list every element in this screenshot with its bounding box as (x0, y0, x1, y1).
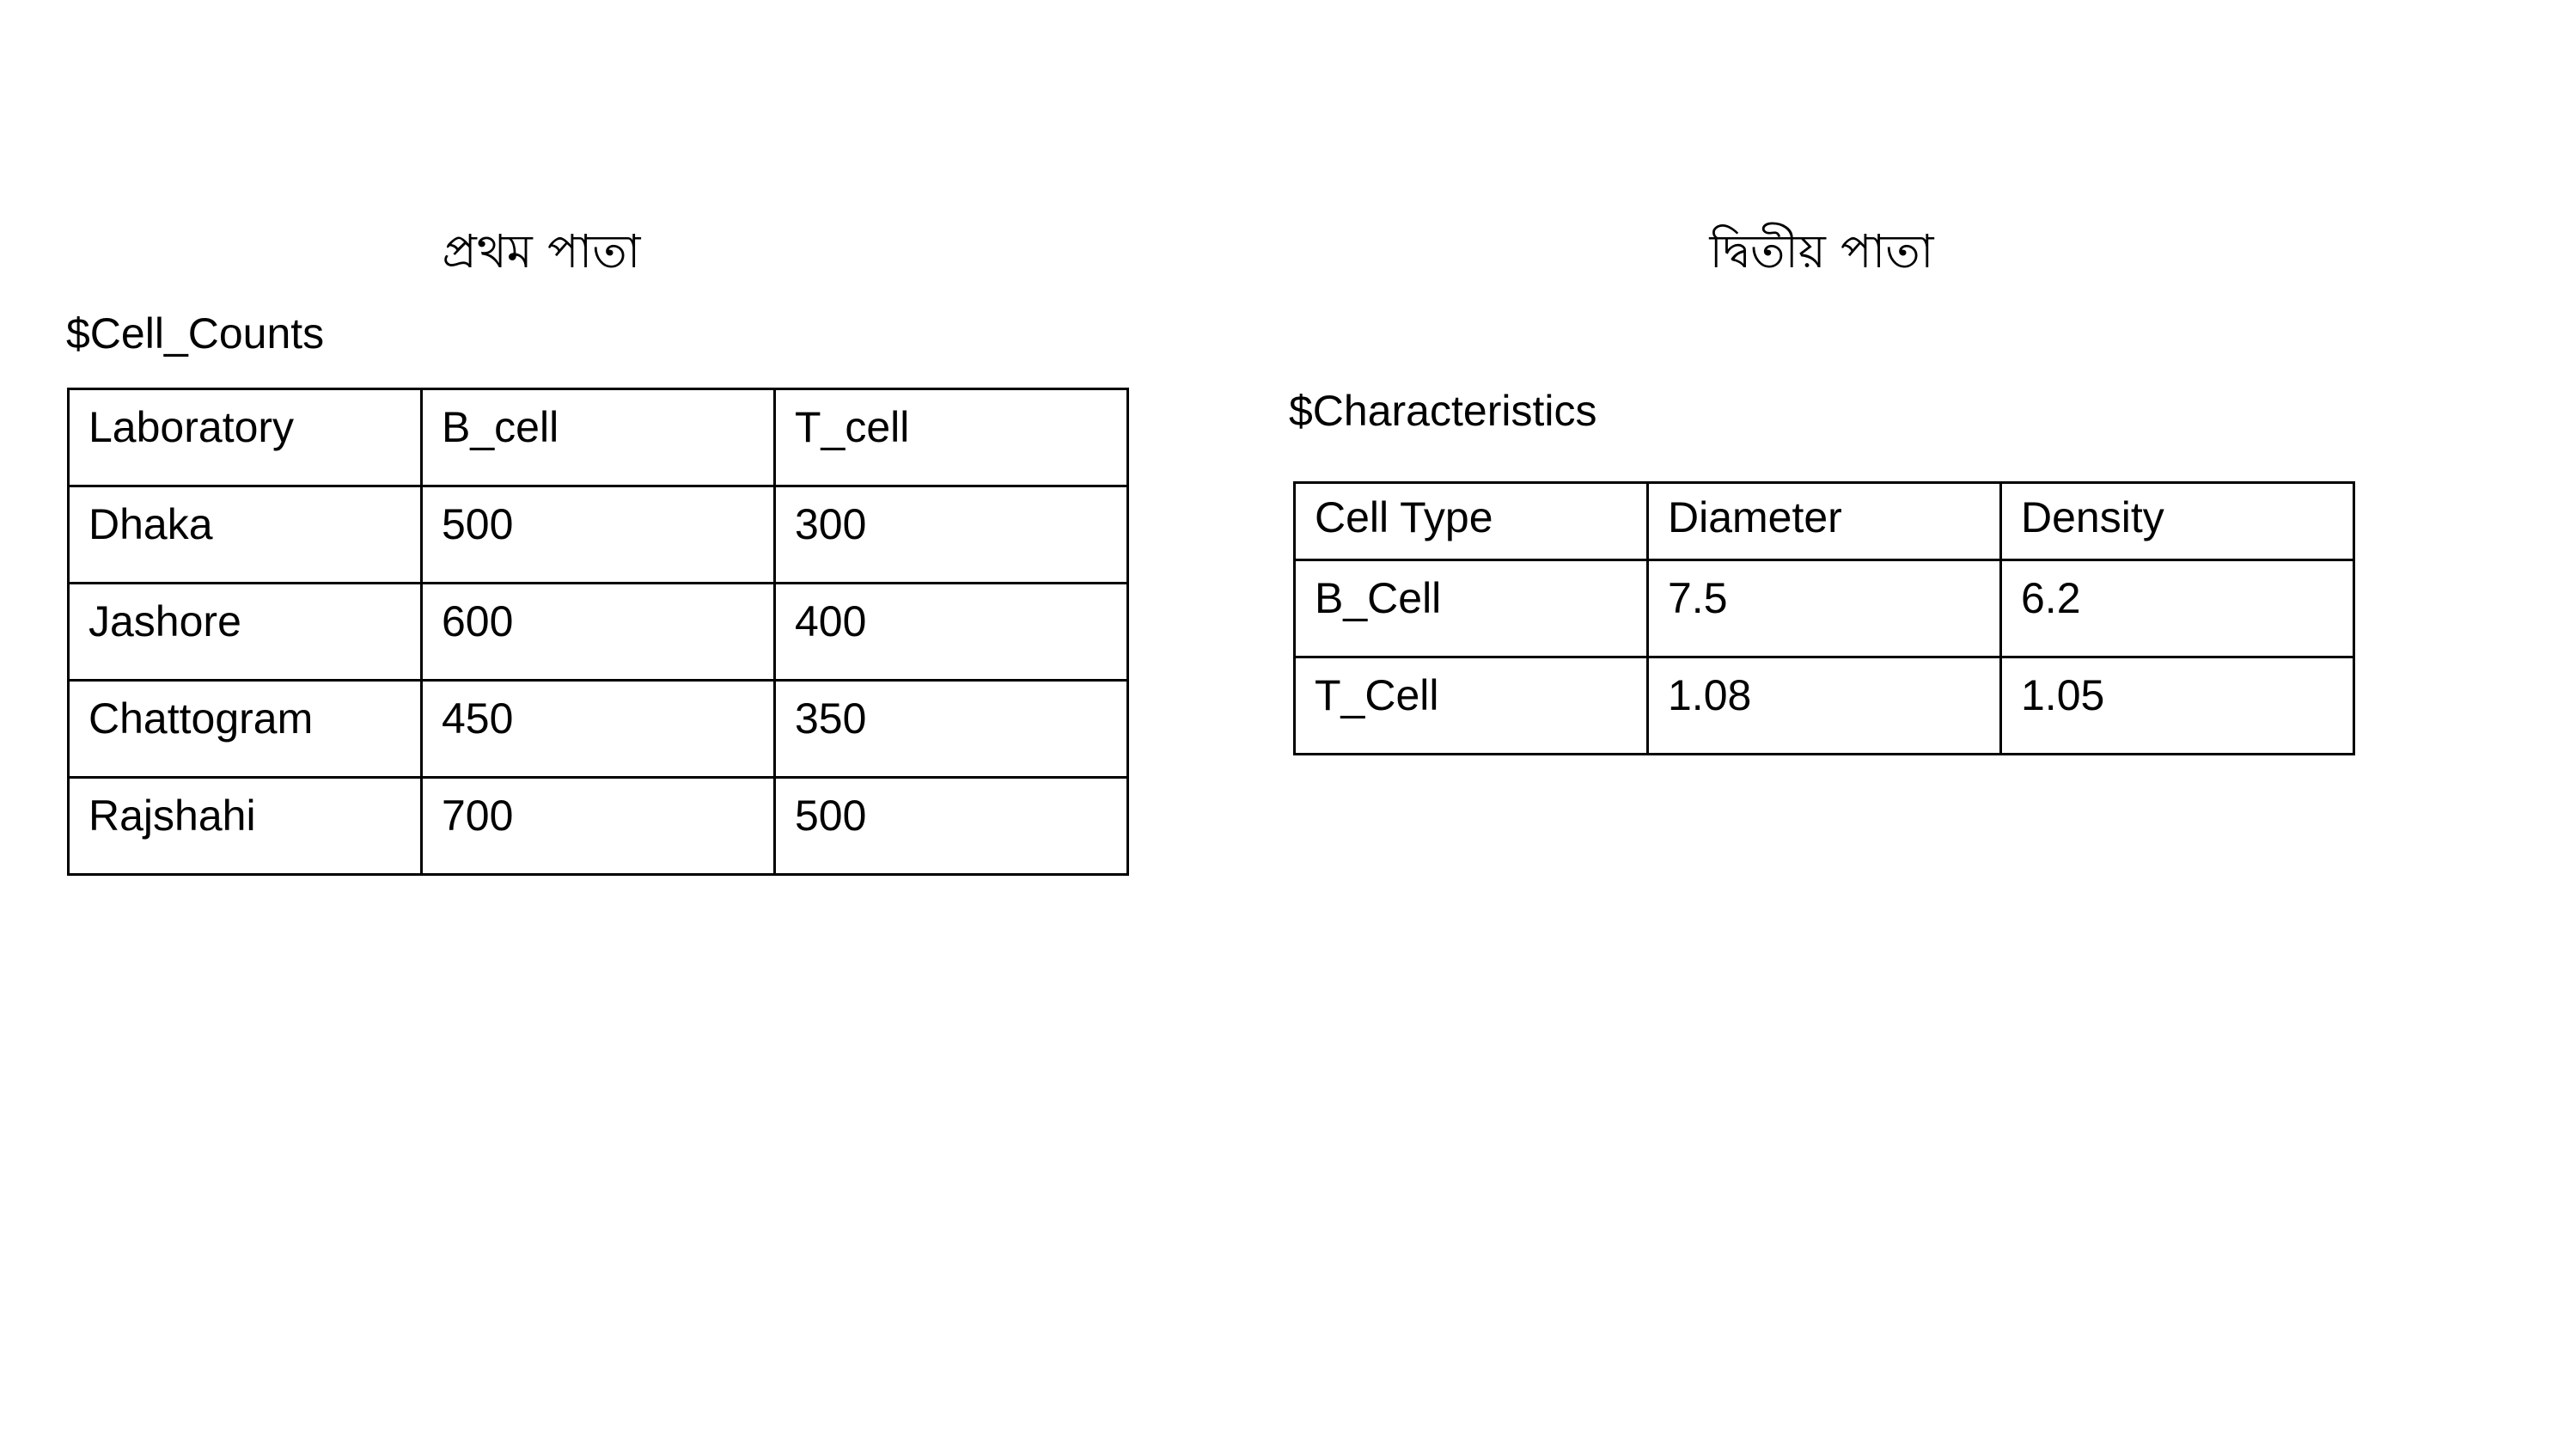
table-cell: 1.05 (2001, 657, 2354, 755)
column-header: Diameter (1648, 483, 2001, 560)
table-cell: 300 (775, 486, 1128, 584)
table-cell: 7.5 (1648, 560, 2001, 657)
table-cell: 1.08 (1648, 657, 2001, 755)
characteristics-table (1293, 481, 2355, 755)
column-header: Laboratory (69, 389, 422, 486)
column-header: B_cell (422, 389, 775, 486)
table-cell: Dhaka (69, 486, 422, 584)
table-cell: 500 (775, 778, 1128, 875)
table-cell: 450 (422, 681, 775, 778)
table-header-row (1295, 483, 2354, 560)
table-cell: 500 (422, 486, 775, 584)
table-cell: Chattogram (69, 681, 422, 778)
table-cell: 350 (775, 681, 1128, 778)
table-cell: 6.2 (2001, 560, 2354, 657)
cell-counts-table (67, 388, 1129, 876)
table-cell: 600 (422, 584, 775, 681)
table-cell: 400 (775, 584, 1128, 681)
table-row (69, 486, 1128, 584)
table-cell: B_Cell (1295, 560, 1648, 657)
table-header-row (69, 389, 1128, 486)
table-row (69, 681, 1128, 778)
table-cell: 700 (422, 778, 775, 875)
table-row (1295, 657, 2354, 755)
table-row (69, 584, 1128, 681)
table-cell: T_Cell (1295, 657, 1648, 755)
table-row (69, 778, 1128, 875)
column-header: Density (2001, 483, 2354, 560)
table-row (1295, 560, 2354, 657)
column-header: Cell Type (1295, 483, 1648, 560)
first-page-heading: প্রথম পাতা (442, 224, 641, 278)
column-header: T_cell (775, 389, 1128, 486)
cell-counts-label: $Cell_Counts (66, 309, 325, 358)
table-cell: Jashore (69, 584, 422, 681)
table-cell: Rajshahi (69, 778, 422, 875)
second-page-heading: দ্বিতীয় পাতা (1709, 224, 1934, 278)
characteristics-label: $Characteristics (1289, 387, 1597, 435)
